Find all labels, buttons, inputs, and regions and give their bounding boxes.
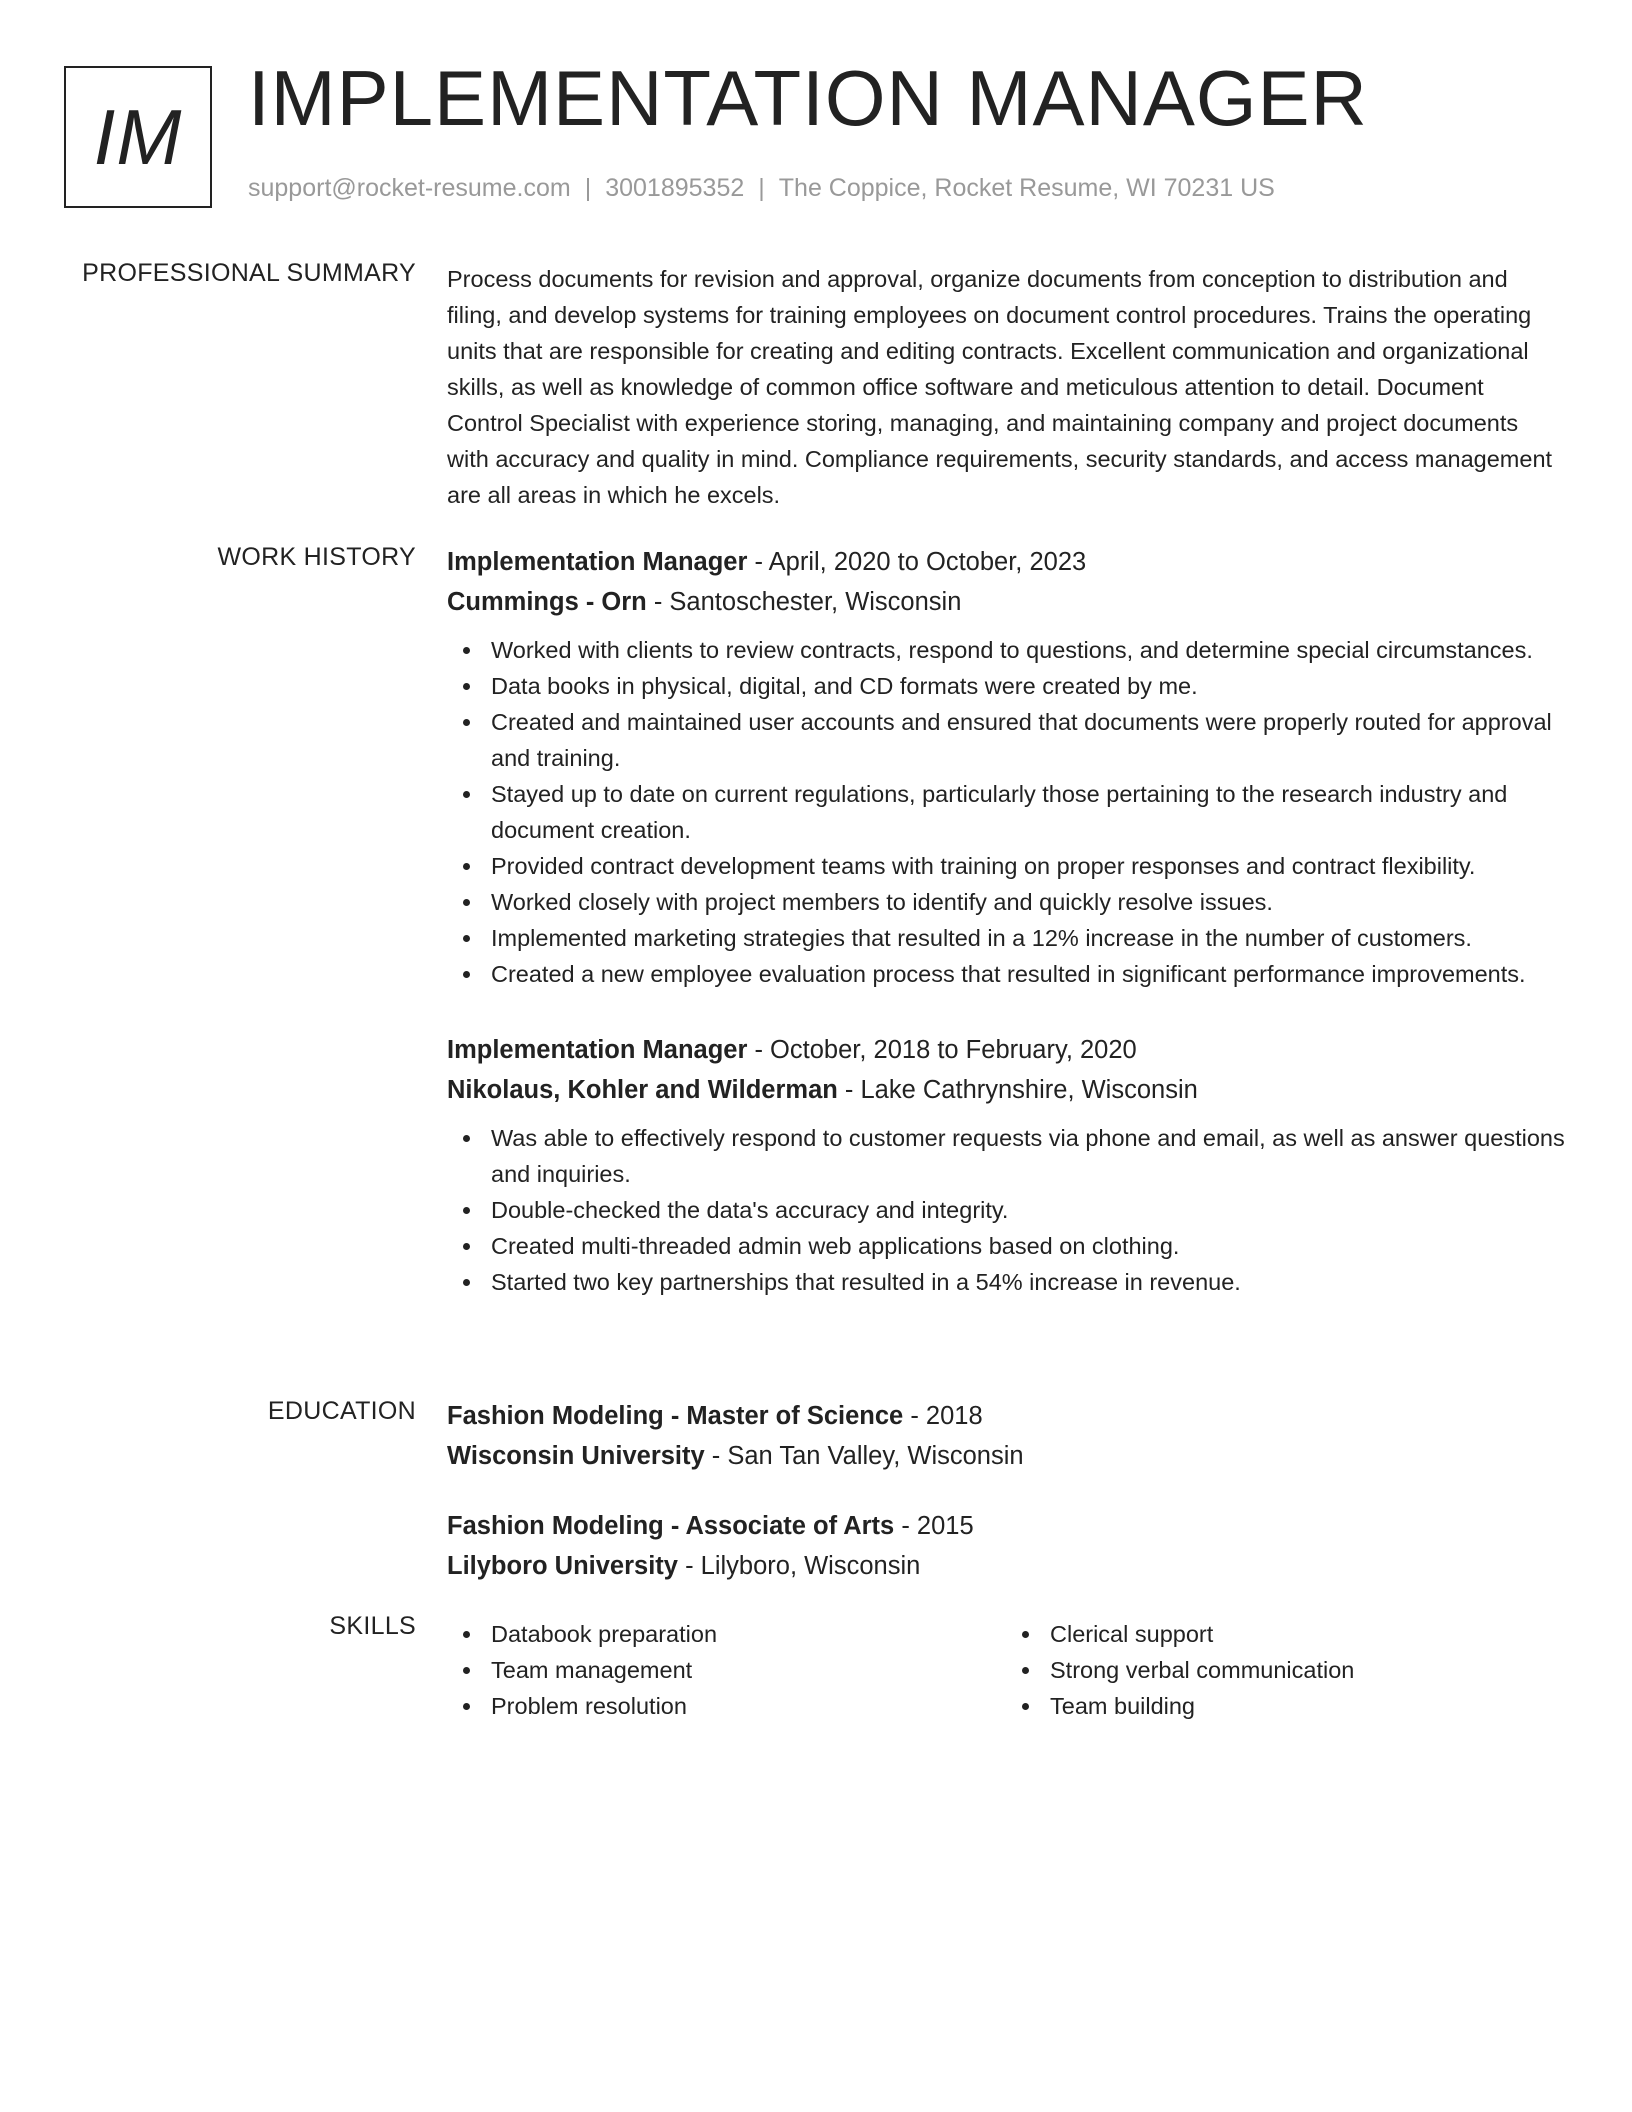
skill-item: Clerical support <box>1050 1616 1565 1652</box>
education-year: - 2018 <box>903 1402 983 1430</box>
skills-body <box>447 1614 1565 1724</box>
contact-separator: | <box>758 174 765 202</box>
job-location: - Lake Cathrynshire, Wisconsin <box>837 1076 1198 1104</box>
job-title-line <box>447 542 1565 582</box>
job-company-line <box>447 582 1565 622</box>
job-location: - Santoschester, Wisconsin <box>646 588 962 616</box>
skill-item: Team building <box>1050 1688 1565 1724</box>
job-company: Cummings - Orn <box>447 588 647 616</box>
job-bullet: Worked with clients to review contracts, respond to questions, and determine special circumstances. <box>491 632 1565 668</box>
education-degree: Fashion Modeling - Master of Science <box>447 1402 904 1430</box>
education-school-line <box>447 1436 1565 1476</box>
job-bullet-list <box>447 1120 1565 1300</box>
job-company-line <box>447 1070 1565 1110</box>
education-school: Lilyboro University <box>447 1552 678 1580</box>
education-location: - Lilyboro, Wisconsin <box>677 1552 921 1580</box>
summary-text: Process documents for revision and approval, organize documents from conception to distribution and filing, and develop systems for training employees on document control procedures. Trains the operating units that are responsible for creating and editing contracts. Excellent communication and organizational skills, as well as knowledge of common office software and meticulous attention to detail. Document Control Specialist with experience storing, managing, and maintaining company and project documents with accuracy and quality in mind. Compliance requirements, security standards, and access management are all areas in which he excels. <box>447 266 1553 508</box>
job-bullet: Double-checked the data's accuracy and integrity. <box>491 1192 1565 1228</box>
skill-item: Databook preparation <box>491 1616 1006 1652</box>
education-school: Wisconsin University <box>447 1442 705 1470</box>
job-bullet: Worked closely with project members to identify and quickly resolve issues. <box>491 884 1565 920</box>
job-bullet: Provided contract development teams with training on proper responses and contract flexibility. <box>491 848 1565 884</box>
summary-label: PROFESSIONAL SUMMARY <box>82 259 416 287</box>
education-label: EDUCATION <box>267 1397 416 1425</box>
education-year: - 2015 <box>894 1512 974 1540</box>
job-title: Implementation Manager <box>447 548 748 576</box>
job-bullet: Implemented marketing strategies that resulted in a 12% increase in the number of customers. <box>491 920 1565 956</box>
education-entry <box>447 1506 1565 1586</box>
summary-body <box>447 259 1565 513</box>
work-history-body <box>447 542 1565 1300</box>
skill-item: Strong verbal communication <box>1050 1652 1565 1688</box>
job-bullet: Started two key partnerships that resulted in a 54% increase in revenue. <box>491 1264 1565 1300</box>
job-title: Implementation Manager <box>447 1036 748 1064</box>
skills-columns <box>447 1614 1565 1724</box>
skills-list-left <box>447 1616 1006 1724</box>
skills-list-right <box>1006 1616 1565 1724</box>
education-entry <box>447 1396 1565 1476</box>
education-location: - San Tan Valley, Wisconsin <box>704 1442 1024 1470</box>
job-company: Nikolaus, Kohler and Wilderman <box>447 1076 838 1104</box>
skill-item: Team management <box>491 1652 1006 1688</box>
monogram-box: IM <box>64 66 212 208</box>
education-body <box>447 1396 1565 1586</box>
job-bullet: Created and maintained user accounts and ensured that documents were properly routed for approval and training. <box>491 704 1565 776</box>
contact-separator: | <box>584 174 592 202</box>
education-degree-line <box>447 1506 1565 1546</box>
job-dates: - October, 2018 to February, 2020 <box>747 1036 1137 1064</box>
job-dates: - April, 2020 to October, 2023 <box>747 548 1087 576</box>
education-degree: Fashion Modeling - Associate of Arts <box>447 1512 895 1540</box>
job-bullet-list <box>447 632 1565 992</box>
job-bullet: Created multi-threaded admin web applications based on clothing. <box>491 1228 1565 1264</box>
skills-label: SKILLS <box>329 1612 416 1640</box>
education-school-line <box>447 1546 1565 1586</box>
job-bullet: Data books in physical, digital, and CD formats were created by me. <box>491 668 1565 704</box>
contact-line <box>248 174 1275 203</box>
resume-name: IMPLEMENTATION MANAGER <box>248 54 1368 142</box>
job-entry <box>447 542 1565 992</box>
contact-phone: 3001895352 <box>605 174 745 202</box>
job-bullet: Stayed up to date on current regulations, particularly those pertaining to the research industry and document creation. <box>491 776 1565 848</box>
job-entry <box>447 1030 1565 1300</box>
skill-item: Problem resolution <box>491 1688 1006 1724</box>
job-title-line <box>447 1030 1565 1070</box>
job-bullet: Created a new employee evaluation process that resulted in significant performance improvements. <box>491 956 1565 992</box>
education-degree-line <box>447 1396 1565 1436</box>
work-history-label: WORK HISTORY <box>217 543 416 571</box>
contact-email: support@rocket-resume.com <box>248 174 571 202</box>
contact-address: The Coppice, Rocket Resume, WI 70231 US <box>778 174 1275 202</box>
job-bullet: Was able to effectively respond to customer requests via phone and email, as well as answer questions and inquiries. <box>491 1120 1565 1192</box>
